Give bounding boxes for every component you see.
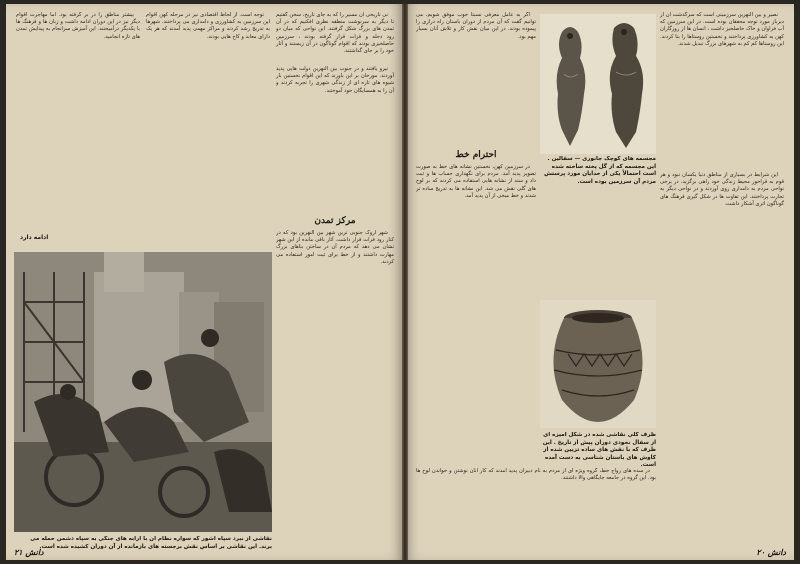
battle-illustration [14,252,272,532]
spine-gutter [402,4,408,560]
statues-photo [540,14,656,154]
text-column-center-lower: شهر اروک جنوبی ترین شهر بین النهرین بود که در کنار رود فرات قرار داشت. آثار باقی مانده از این شهر نشان می دهد که مردم آن در ساختن بناهای بزرگ مهارت داشتند و از خط برای ثبت امور استفاده می کردند. [276,230,394,265]
text-column-bottom: در سده های رواج خط، گروه ویژه ای از مردم به نام دبیران پدید آمدند که کار آنان نوشتن و خواندن لوح ها بود. این گروه در جامعه جایگاهی والا داشتند. [416,468,656,482]
pottery-vase-image [540,300,656,428]
continued-note: ادامه دارد [20,234,49,241]
text-column-left-top: بیشتر مناطق را در بر گرفته بود. اما مهاجرت اقوام دیگر نیز در این دوران ادامه داشت و زبان ها و فرهنگ ها با یکدیگر درآمیختند. این آمیزش سرانجام به پیدایش تمدن های تازه انجامید. [16,12,140,40]
text-column-middle-top: توجه است. از لحاظ اقتصادی نیز در مرحله کهن اقوام این سرزمین به کشاورزی و دامداری می پرداختند. شهرها به تدریج رشد کردند و مراکز مهمی پدید آمدند که هر یک دارای معابد و کاخ هایی بودند. [146,12,270,40]
section-heading: احترام خط [455,150,497,160]
page-number-left: ۲۱ دانش [14,547,44,557]
statues-caption: مجسمه های کوچک جانوری — سفالین . این مجسمه که از گل پخته ساخته شده است احتمالاً یکی از خدایان مورد پرستش مردم آن سرزمین بوده است. [544,156,656,185]
text-column-far-right-lower: این شرایط در بسیاری از مناطق دنیا یکسان نبود و هر قوم به فراخور محیط زندگی خود راهی برگزید. در برخی نواحی مردم به دامداری روی آوردند و در نواحی دیگر به تجارت پرداختند. این تفاوت ها در شکل گیری فرهنگ های گوناگون اثری آشکار داشت. [660,172,784,207]
magazine-spread [6,4,794,560]
text-column-right-top: نی تاریخی آن مسیر را که به جای تاریخ، سخن گفتیم تا دیگر به سرنوشت منطقه نظری افکنیم که در آن تمدن های بزرگ شکل گرفتند. این نواحی که میان دو رود دجله و فرات قرار گرفته بودند ، سرزمین حاصلخیزی بودند که اقوام گوناگون در آن زیستند و آثار خود را بر جای گذاشتند. [276,12,394,55]
chariot-battle-image [14,252,272,532]
vase-photo [540,300,656,428]
text-column-middle-top: اگر به عامل معرفی نسبتاً خوب موفق شویم، می توانیم گفت که آن مردم از دوران باستان راه درازی را پیموده بودند. در این میان نقش کار و تلاش آنان بسیار مهم بود. [416,12,536,40]
page-number-right: دانش ۲۰ [756,547,786,557]
left-page [6,4,404,560]
right-page [404,4,794,560]
text-column-far-right: نصیر و بین النهرین سرزمینی است که سرگذشت آن از دیرباز مورد توجه محققان بوده است. در این سرزمین که آب فراوان و خاک حاصلخیز داشت ، انسان ها از روزگاران کهن به کشاورزی پرداختند و نخستین روستاها را بنا کردند. این روستاها کم کم به شهرهای بزرگ تبدیل شدند. [660,12,784,47]
vase-caption: ظرف گلی نقاشی شده در شکل آمیزه ای از سفال نخودی دوران پیش از تاریخ . این ظرف که با نقش های ساده تزیین شده از کاوش های باستان شناسی به دست آمده است. [542,432,656,469]
illustration-caption: نقاشی از نبرد سپاه آشور که سواره نظام آن با ارابه های جنگی به سپاه دشمن حمله می برند. این نقاشی بر اساس نقش برجسته های بازمانده از آن دوران کشیده شده است. [30,536,272,550]
text-column-middle-lower: در سرزمین کهن، نخستین نشانه های خط به صورت تصویر پدید آمد. مردم برای نگهداری حساب ها و ثبت داد و ستد از نشانه هایی استفاده می کردند که بر لوح های گلی نقش می شد. این نشانه ها به تدریج ساده تر شدند و خط میخی از آن پدید آمد. [416,164,536,199]
section-heading: مرکز تمدن [314,216,356,226]
text-column-right-lower: نیرو یافتند و در جنوب بین النهرین دولت هایی پدید آوردند. مورخان بر این باورند که این اقوام نخستین بار شیوه های تازه ای از زندگی شهری را تجربه کردند و آن را به همسایگان خود آموختند. [276,66,394,94]
figurine-image [540,14,656,154]
